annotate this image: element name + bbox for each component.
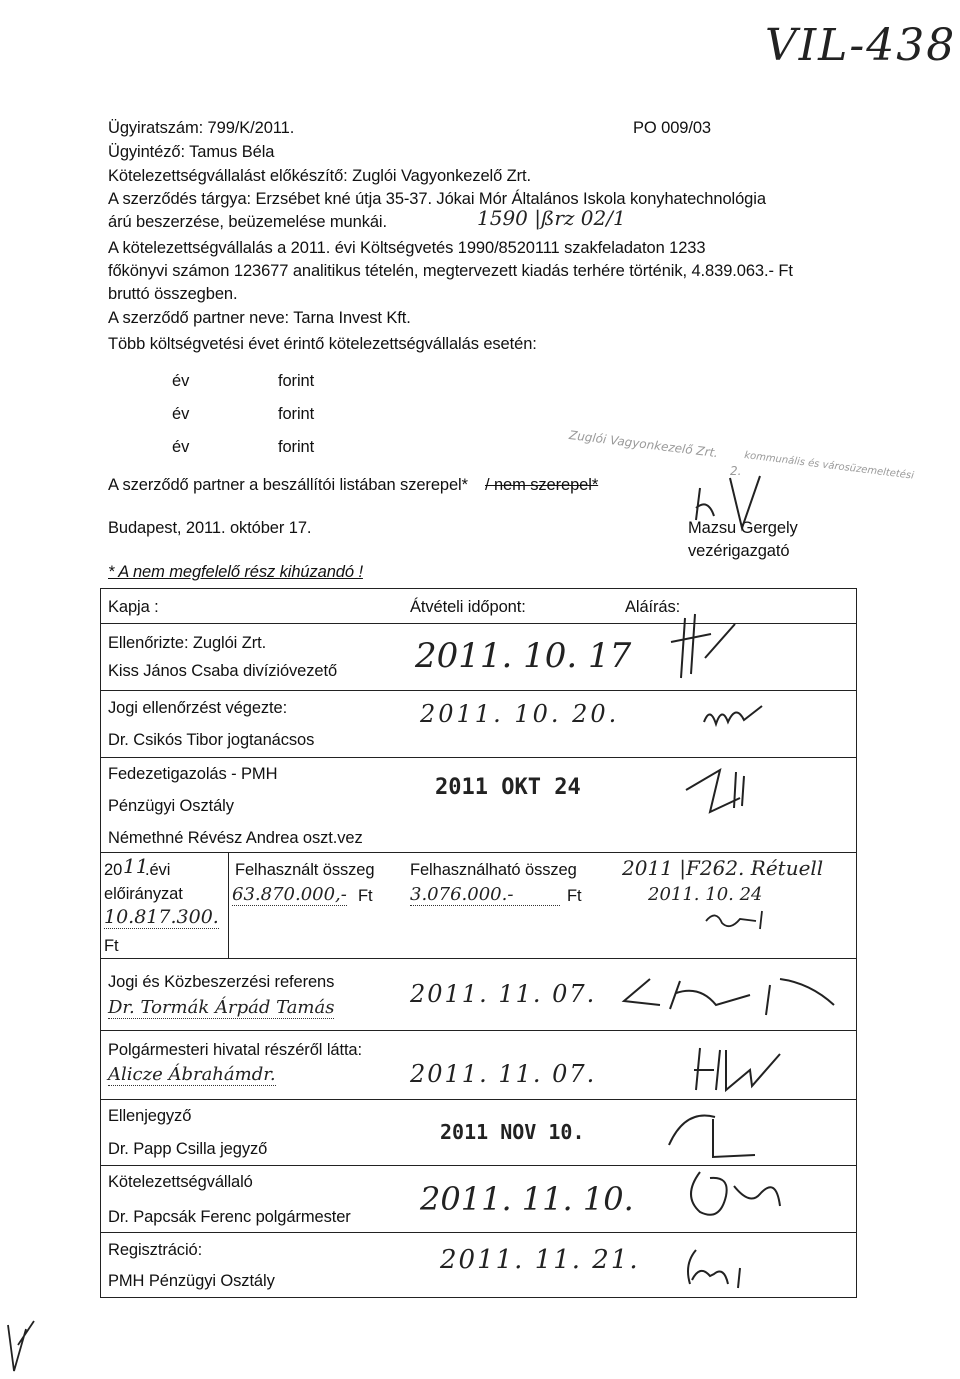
budget-line1: A kötelezettségvállalás a 2011. évi Költségvetés 1990/8520111 szakfeladaton 1233 <box>108 239 706 257</box>
case-number: Ügyiratszám: 799/K/2011. <box>108 119 295 137</box>
budget-handwritten-date: 2011. 10. 24 <box>648 884 763 905</box>
row-divider-8 <box>100 1232 856 1233</box>
used-amount-value: 63.870.000,- <box>232 884 347 905</box>
partner-name: A szerződő partner neve: Tarna Invest Kft. <box>108 309 411 327</box>
year-prefix: 20 <box>104 861 123 879</box>
appropriation-ft: Ft <box>104 937 119 955</box>
checked-by-line1: Ellenőrizte: Zuglói Zrt. <box>108 634 267 652</box>
procurement-referent-name: Dr. Tormák Árpád Tamás <box>108 997 335 1018</box>
multi-year-forint-1: forint <box>278 372 315 390</box>
obligor-date: 2011. 11. 10. <box>420 1180 634 1218</box>
row-divider-1 <box>100 690 856 691</box>
col-header-signature: Aláírás: <box>625 598 681 616</box>
multi-year-ev-2: év <box>172 405 190 423</box>
footnote: * A nem megfelelő rész kihúzandó ! <box>108 563 363 581</box>
director-signature <box>690 468 770 538</box>
contract-subject-line1: A szerződés tárgya: Erzsébet kné útja 35-37. Jókai Mór Általános Iskola konyhatechnológia <box>108 190 766 208</box>
used-amount-label: Felhasznált összeg <box>235 861 375 879</box>
available-amount-ft: Ft <box>567 887 582 905</box>
row-divider-6 <box>100 1099 856 1100</box>
margin-scribble <box>0 1315 40 1379</box>
coverage-line3: Némethné Révész Andrea oszt.vez <box>108 829 363 847</box>
procurement-date: 2011. 11. 07. <box>410 980 597 1008</box>
supplier-list-struck: / nem szerepel* <box>485 476 599 494</box>
procurement-referent-label: Jogi és Közbeszerzési referens <box>108 973 335 991</box>
budget-col-divider <box>228 852 229 958</box>
place-date: Budapest, 2011. október 17. <box>108 519 312 537</box>
multi-year-forint-2: forint <box>278 405 315 423</box>
contract-subject-line2: árú beszerzése, beüzemelése munkái. <box>108 213 387 231</box>
mayors-office-label: Polgármesteri hivatal részéről látta: <box>108 1041 362 1059</box>
coverage-date-stamp: 2011 OKT 24 <box>435 775 581 800</box>
col-header-receipt-time: Átvételi időpont: <box>410 598 526 616</box>
legal-check-line2: Dr. Csikós Tibor jogtanácsos <box>108 731 315 749</box>
checked-signature <box>665 608 745 688</box>
procurement-signature <box>620 965 840 1025</box>
available-amount-value: 3.076.000.- <box>410 884 560 906</box>
countersigner-name: Dr. Papp Csilla jegyző <box>108 1140 268 1158</box>
coverage-line2: Pénzügyi Osztály <box>108 797 234 815</box>
faint-stamp-text: Zuglói Vagyonkezelő Zrt. <box>568 428 719 461</box>
checked-by-line2: Kiss János Csaba divízióvezető <box>108 662 338 680</box>
countersigner-signature <box>665 1105 765 1165</box>
col-header-recipient: Kapja : <box>108 598 159 616</box>
row-divider-3 <box>100 852 856 853</box>
legal-check-signature <box>700 696 770 736</box>
legal-check-date: 2011. 10. 20. <box>420 700 620 728</box>
signer-title: vezérigazgató <box>688 542 790 560</box>
handwritten-reference: VIL-438 <box>765 20 957 71</box>
countersigner-date-stamp: 2011 NOV 10. <box>440 1120 585 1144</box>
year-evi: .évi <box>145 861 171 879</box>
budget-handwritten-ref: 2011 |F262. Rétuell <box>622 856 824 880</box>
handwritten-subject-note: 1590 |ßrz 02/1 <box>477 206 626 230</box>
available-amount-label: Felhasználható összeg <box>410 861 577 879</box>
row-divider-2 <box>100 757 856 758</box>
obligor-name: Dr. Papcsák Ferenc polgármester <box>108 1208 351 1226</box>
mayors-office-signature <box>690 1040 790 1100</box>
multi-year-ev-3: év <box>172 438 190 456</box>
obligor-signature <box>680 1166 790 1226</box>
coverage-line1: Fedezetigazolás - PMH <box>108 765 278 783</box>
registration-dept: PMH Pénzügyi Osztály <box>108 1272 275 1290</box>
multi-year-title: Több költségvetési évet érintő kötelezettségvállalás esetén: <box>108 335 537 353</box>
supplier-list-status: A szerződő partner a beszállítói listában szerepel* <box>108 476 468 494</box>
used-amount-ft: Ft <box>358 887 373 905</box>
row-divider-4 <box>100 958 856 959</box>
legal-check-line1: Jogi ellenőrzést végezte: <box>108 699 288 717</box>
mayors-office-date: 2011. 11. 07. <box>410 1060 597 1088</box>
budget-initials <box>700 905 770 935</box>
row-divider-5 <box>100 1030 856 1031</box>
appropriation-value: 10.817.300. <box>104 906 219 928</box>
multi-year-ev-1: év <box>172 372 190 390</box>
obligor-label: Kötelezettségvállaló <box>108 1173 253 1191</box>
mayors-office-name: Alicze Ábrahámdr. <box>108 1064 276 1085</box>
registration-label: Regisztráció: <box>108 1241 203 1259</box>
faint-stamp-text-2: kommunális és városüzemeltetési <box>743 450 915 482</box>
signer-name: Mazsu Gergely <box>688 519 798 537</box>
budget-line3: bruttó összegben. <box>108 285 238 303</box>
multi-year-forint-3: forint <box>278 438 315 456</box>
checked-date: 2011. 10. 17 <box>415 636 632 676</box>
po-number: PO 009/03 <box>633 119 711 137</box>
year-handwritten: 11 <box>123 854 149 878</box>
coverage-signature <box>680 760 760 820</box>
countersigner-label: Ellenjegyző <box>108 1107 192 1125</box>
registration-date: 2011. 11. 21. <box>440 1245 640 1275</box>
appropriation-label: előirányzat <box>104 885 183 903</box>
case-officer: Ügyintéző: Tamus Béla <box>108 143 275 161</box>
stamp-number: 2. <box>730 464 742 478</box>
budget-line2: főkönyvi számon 123677 analitikus tételén, megtervezett kiadás terhére történik, 4.839.063.- Ft <box>108 262 793 280</box>
commitment-preparer: Kötelezettségvállalást előkészítő: Zuglói Vagyonkezelő Zrt. <box>108 167 532 185</box>
registration-signature <box>680 1244 760 1294</box>
